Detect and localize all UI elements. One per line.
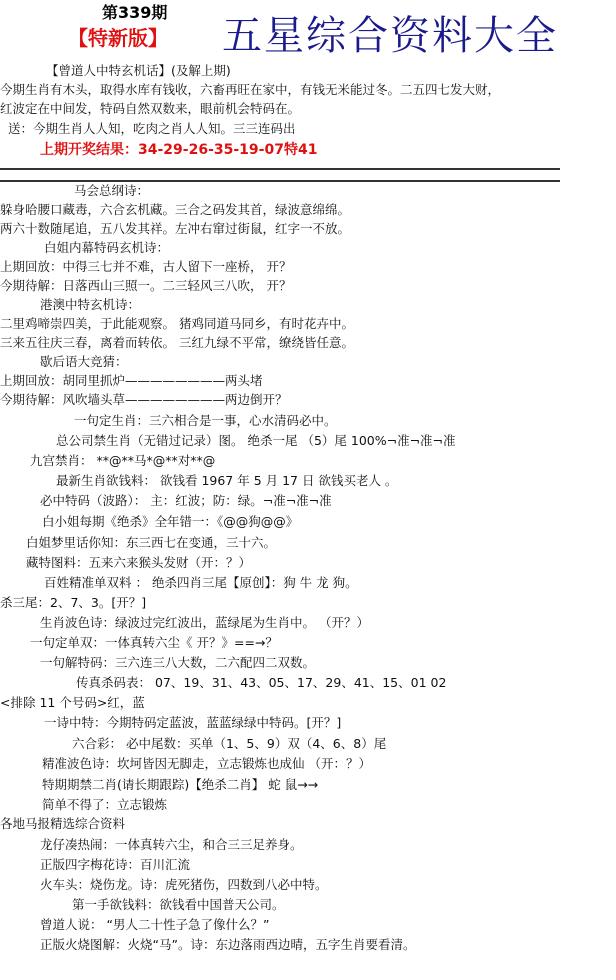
text-line: 今期待解：日落西山三照一。二三轻风三八吹， 开？ bbox=[0, 278, 292, 293]
text-line: 百姓精准单双料 ： 绝杀四肖三尾【原创】：狗 牛 龙 狗。 bbox=[44, 575, 358, 590]
text-line: 第一手欲钱料：欲钱看中国普天公司。 bbox=[72, 897, 285, 912]
text-line: 简单不得了：立志锻炼 bbox=[42, 797, 168, 812]
section-heading: 各地马报精选综合资料 bbox=[0, 816, 126, 831]
section-heading: 歇后语大竞猜： bbox=[40, 354, 128, 369]
last-draw-result: 上期开奖结果：34-29-26-35-19-07特41 bbox=[40, 142, 318, 158]
text-line: <排除 11 个号码>红，蓝 bbox=[0, 695, 145, 710]
text-line: 六合彩： 必中尾数：买单（1、5、9）双（4、6、8）尾 bbox=[72, 736, 387, 751]
text-line: 总公司禁生肖（无错过记录）图。 绝杀一尾 （5）尾 100%¬准¬准¬准 bbox=[56, 433, 456, 448]
text-line: 一句定生肖：三六相合是一事，心水清码必中。 bbox=[74, 413, 337, 428]
text-line: 生肖波色诗：绿波过完红波出，蓝绿尾为生肖中。 （开？） bbox=[40, 615, 369, 630]
text-line: 三来五往庆三春，离着而转依。 三红九绿不平常，缭绕皆任意。 bbox=[0, 335, 354, 350]
issue-number: 第339期 bbox=[102, 3, 168, 22]
text-line: 二里鸡啼崇四美，于此能观察。 猪鸡同道马同乡，有时花卉中。 bbox=[0, 316, 354, 331]
divider bbox=[0, 168, 560, 182]
text-line: 白姐梦里话你知：东三西七在变通，三十六。 bbox=[26, 535, 277, 550]
text-line: 精准波色诗：坎坷皆因无脚走，立志锻炼也成仙 （开：？） bbox=[42, 756, 371, 771]
text-line: 特期期禁二肖(请长期跟踪)【绝杀二肖】 蛇 鼠→→ bbox=[42, 777, 319, 792]
edition-badge: 【特新版】 bbox=[68, 26, 168, 50]
text-line: 上期回放：胡同里抓炉————————两头堵 bbox=[0, 373, 263, 388]
text-line: 曾道人说： “男人二十性子急了像什么？” bbox=[40, 917, 270, 932]
text-line: 红波定在中间发，特码自然双数来，眼前机会特码在。 bbox=[0, 101, 301, 116]
text-line: 上期回放：中得三七并不难，古人留下一座桥， 开？ bbox=[0, 259, 292, 274]
text-line: 九宫禁肖： **@**马*@**对**@ bbox=[30, 453, 216, 468]
text-line: 正版四字梅花诗：百川汇流 bbox=[40, 857, 191, 872]
text-line: 正版火烧图解：火烧“马”。诗：东边落雨西边晴，五字生肖要看清。 bbox=[40, 937, 416, 952]
text-line: 传真杀码表： 07、19、31、43、05、17、29、41、15、01 02 bbox=[76, 675, 447, 690]
text-line: 一句解特码：三六连三八大数，二六配四二双数。 bbox=[40, 655, 316, 670]
section-heading: 白姐内幕特码玄机诗： bbox=[44, 240, 170, 255]
text-line: 龙仔凑热闹：一体真转六尘，和合三三足养身。 bbox=[40, 837, 303, 852]
text-line: 白小姐每期《绝杀》全年错一：《@@狗@@》 bbox=[42, 514, 299, 529]
page-title: 五星综合资料大全 bbox=[222, 13, 558, 59]
text-line: 藏特图料：五来六来猴头发财（开：？） bbox=[26, 555, 252, 570]
text-line: 一诗中特：今期特码定蓝波，蓝蓝绿绿中特码。[开？] bbox=[44, 715, 342, 730]
text-line: 【曾道人中特玄机话】(及解上期) bbox=[46, 63, 231, 78]
section-heading: 马会总纲诗： bbox=[74, 183, 150, 198]
text-line: 火车头：烧伤龙。诗：虎死猪伤，四数到八必中特。 bbox=[40, 877, 328, 892]
text-line: 一句定单双：一体真转六尘《 开？》==→？ bbox=[30, 635, 278, 650]
text-line: 送：今期生肖人人知，吃肉之肖人人知。三三连码出 bbox=[8, 121, 296, 136]
text-line: 必中特码（波路）： 主：红波；防：绿。¬准¬准¬准 bbox=[40, 493, 332, 508]
section-heading: 港澳中特玄机诗： bbox=[40, 297, 141, 312]
text-line: 今期生肖有木头，取得水库有钱收，六畜再旺在家中，有钱无米能过冬。二五四七发大财， bbox=[0, 82, 501, 97]
text-line: 杀三尾：2、7、3。[开？] bbox=[0, 595, 147, 610]
text-line: 最新生肖欲钱料： 欲钱看 1967 年 5 月 17 日 欲钱买老人 。 bbox=[56, 473, 398, 488]
text-line: 今期待解：风吹墙头草————————两边倒开？ bbox=[0, 392, 288, 407]
text-line: 两六十数随尾追，五八发其祥。左冲右窜过街鼠，红字一不放。 bbox=[0, 221, 351, 236]
text-line: 躲身哈腰口藏毒，六合玄机藏。三合之码发其首，绿波意绵绵。 bbox=[0, 202, 351, 217]
